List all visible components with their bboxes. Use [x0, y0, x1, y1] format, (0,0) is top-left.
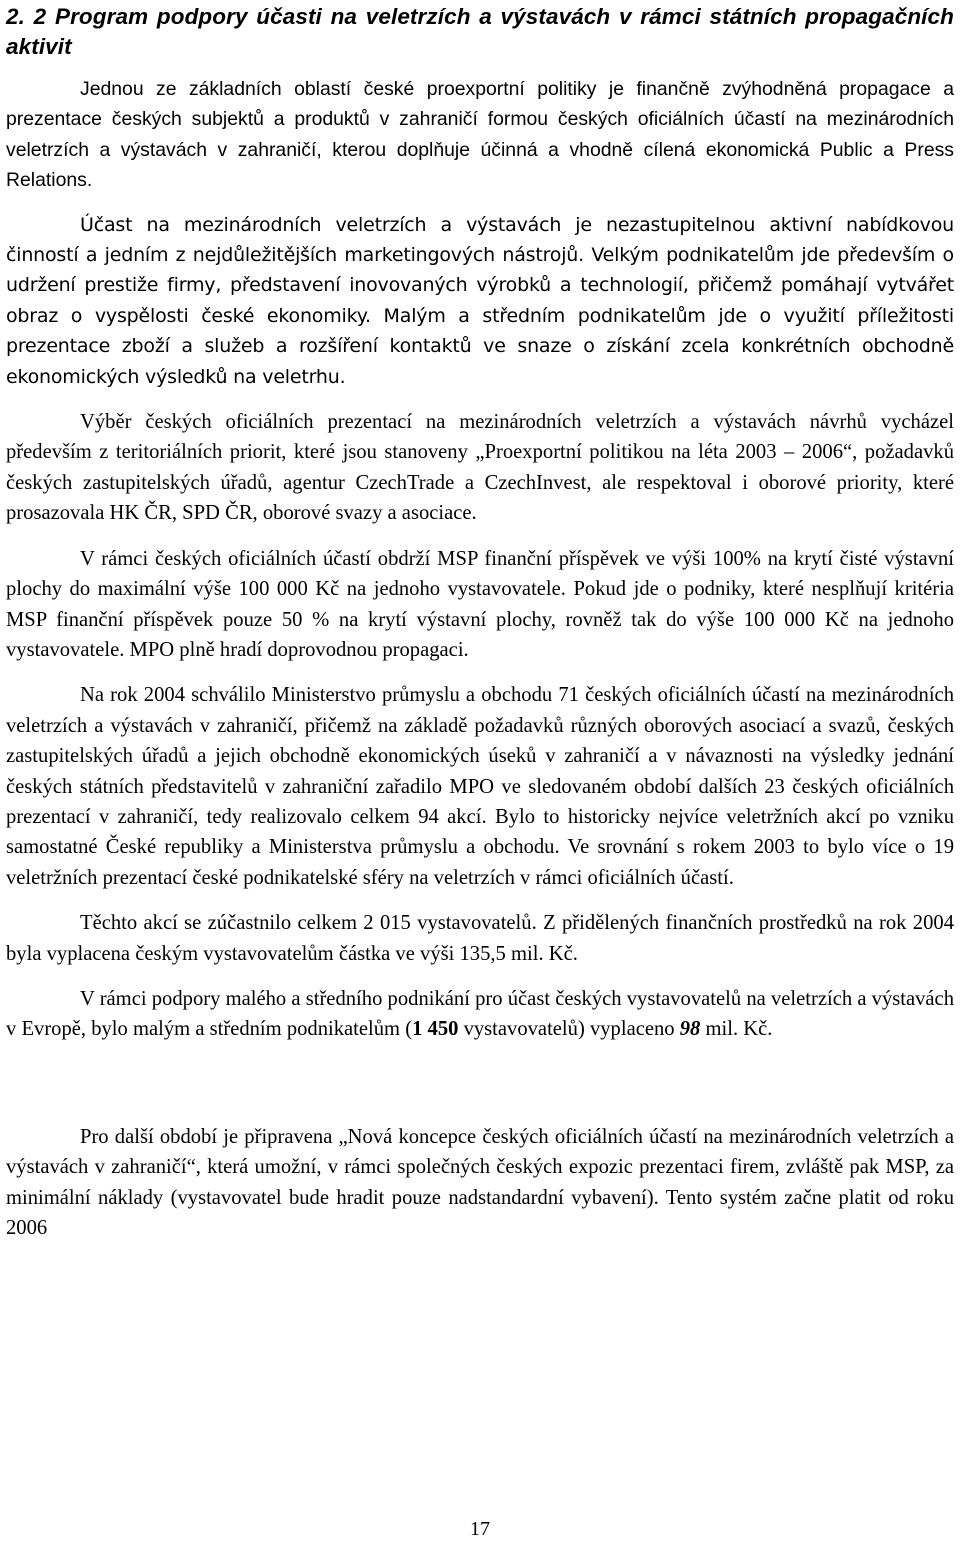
paragraph-selection-of-presentations: Výběr českých oficiálních prezentací na mezinárodních veletrzích a výstavách návrhů vycházel především z teritoriálních priorit, které jsou stanoveny „Proexportní politikou na léta 2003 – 2006“, požadavků českých zastupitelských úřadů, agentur CzechTrade a CzechInvest, ale respektoval i oborové priority, které prosazovala HK ČR, SPD ČR, oborové svazy a asociace.	[6, 411, 954, 525]
page-number: 17	[470, 1518, 490, 1540]
sme-text-after: mil. Kč.	[700, 1018, 773, 1041]
paragraph-sme-support	[6, 984, 954, 1045]
paragraph-new-concept: Pro další období je připravena „Nová koncepce českých oficiálních účastí na mezinárodních veletrzích a výstavách v zahraničí“, která umožní, v rámci společných českých expozic prezentaci firem, zvláště pak MSP, za minimální náklady (vystavovatel bude hradit pouze nadstandardní vybavení). Tento systém začne platit od roku 2006	[6, 1125, 954, 1239]
paragraph-proexport-policy: Jednou ze základních oblastí české proexportní politiky je finančně zvýhodněná propagace a prezentace českých subjektů a produktů v zahraničí formou českých oficiálních účastí na mezinárodních veletrzích a výstavách v zahraničí, kterou doplňuje účinná a vhodně cílená ekonomická Public a Press Relations.	[6, 78, 954, 192]
sme-text-middle: vystavovatelů) vyplaceno	[458, 1018, 680, 1041]
paragraph-trade-fair-participation: Účast na mezinárodních veletrzích a výstavách je nezastupitelnou aktivní nabídkovou činností a jedním z nejdůležitějších marketingových nástrojů. Velkým podnikatelům jde především o udržení prestiže firmy, představení inovovaných výrobků a technologií, přičemž pomáhají vytvářet obraz o vyspělosti české ekonomiky. Malým a středním podnikatelům jde o využití příležitosti prezentace zboží a služeb a rozšíření kontaktů ve snaze o získání zcela konkrétních obchodně ekonomických výsledků na veletrhu.	[6, 213, 954, 388]
document-body	[6, 74, 954, 1243]
sme-exhibitor-count: 1 450	[412, 1018, 459, 1041]
paragraph-exhibitor-count: Těchto akcí se zúčastnilo celkem 2 015 vystavovatelů. Z přidělených finančních prostředků na rok 2004 byla vyplacena českým vystavovatelům částka ve výši 135,5 mil. Kč.	[6, 912, 954, 965]
paragraph-financial-contribution: V rámci českých oficiálních účastí obdrží MSP finanční příspěvek ve výši 100% na krytí čisté výstavní plochy do maximální výše 100 000 Kč na jednoho vystavovatele. Pokud jde o podniky, které nesplňují kritéria MSP finanční příspěvek pouze 50 % na krytí výstavní plochy, rovněž tak do výše 100 000 Kč na jednoho vystavovatele. MPO plně hradí doprovodnou propagaci.	[6, 547, 954, 661]
paragraph-year-2004-events: Na rok 2004 schválilo Ministerstvo průmyslu a obchodu 71 českých oficiálních účastí na mezinárodních veletrzích a výstavách v zahraničí, přičemž na základě požadavků různých oborových asociací a svazů, českých zastupitelských úřadů a jejich obchodně ekonomických úseků v zahraničí a v návaznosti na výsledky jednání českých státních představitelů v zahraniční zařadilo MPO ve sledovaném období dalších 23 českých oficiálních prezentací v zahraničí, tedy realizovalo celkem 94 akcí. Bylo to historicky nejvíce veletržních akcí po vzniku samostatné České republiky a Ministerstva průmyslu a obchodu. Ve srovnání s rokem 2003 to bylo více o 19 veletržních prezentací české podnikatelské sféry na veletrzích v rámci oficiálních účastí.	[6, 684, 954, 889]
sme-text-before: V rámci podpory malého a středního podnikání pro účast českých vystavovatelů na veletrzích a výstavách v Evropě, bylo malým a středním podnikatelům (	[6, 987, 954, 1041]
sme-amount: 98	[679, 1018, 701, 1041]
section-heading: 2. 2 Program podpory účasti na veletrzích a výstavách v rámci státních propagačních aktivit	[6, 4, 954, 59]
